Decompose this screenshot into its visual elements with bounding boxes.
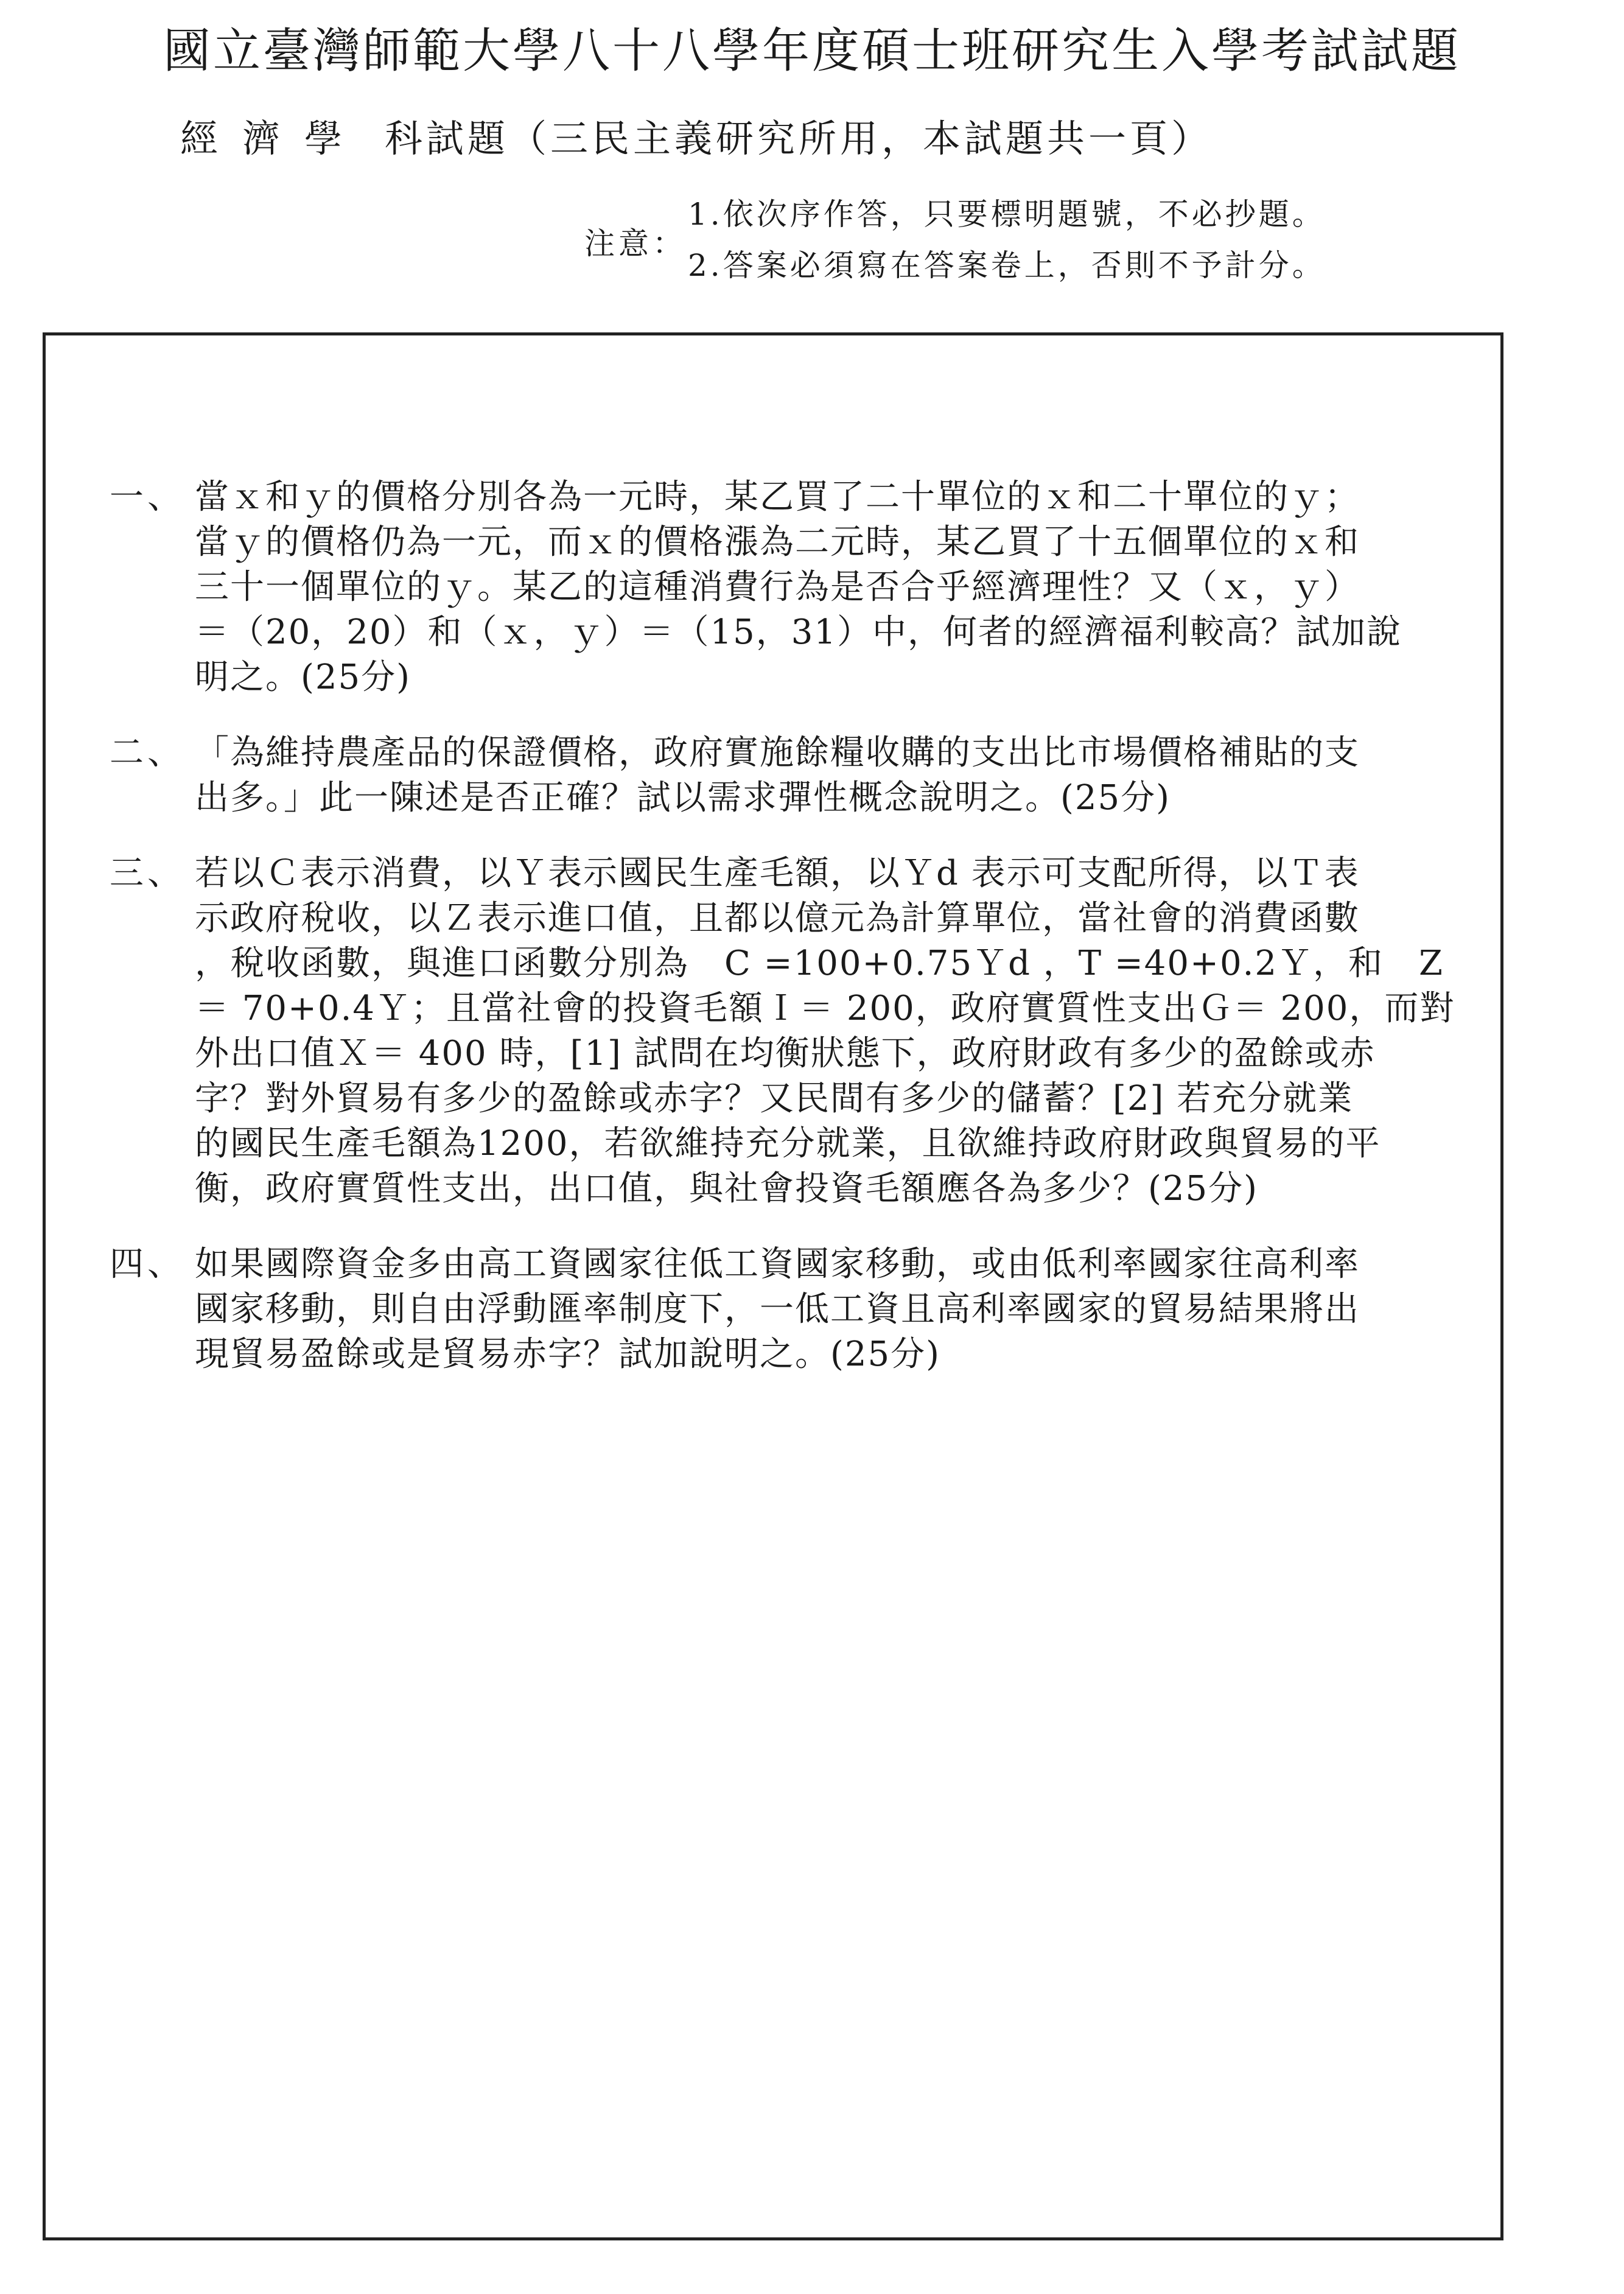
note-item: 2.答案必須寫在答案卷上，否則不予計分。 [688, 248, 1326, 283]
question-line: ＝ 70+0.4Ｙ；且當社會的投資毛額Ｉ＝ 200，政府實質性支出Ｇ＝ 200，而對 [195, 989, 1455, 1028]
question-4 [110, 1242, 1412, 1377]
exam-subtitle [180, 111, 1213, 166]
question-line: 衡，政府實質性支出，出口值，與社會投資毛額應各為多少？(25分) [195, 1169, 1258, 1208]
exam-title: 國立臺灣師範大學八十八學年度碩士班研究生入學考試試題 [163, 24, 1461, 79]
notes-label: 注意： [584, 226, 687, 261]
question-2 [110, 731, 1412, 821]
question-line: 示政府稅收，以Ｚ表示進口值，且都以億元為計算單位，當社會的消費函數 [195, 899, 1360, 938]
question-line: 當ｙ的價格仍為一元，而ｘ的價格漲為二元時，某乙買了十五個單位的ｘ和 [195, 522, 1360, 562]
question-number: 一、 [110, 477, 185, 517]
question-number: 三、 [110, 854, 185, 893]
notes-list [688, 189, 1326, 291]
question-line: 明之。(25分) [195, 658, 411, 697]
question-line: 若以Ｃ表示消費，以Ｙ表示國民生產毛額，以Ｙd 表示可支配所得，以Ｔ表 [195, 854, 1360, 893]
exam-subject-suffix: 科試題（三民主義研究所用，本試題共一頁） [385, 116, 1213, 161]
question-line: 「為維持農產品的保證價格，政府實施餘糧收購的支出比市場價格補貼的支 [195, 733, 1360, 773]
exam-subject: 經濟學 [180, 116, 367, 161]
question-number: 四、 [110, 1244, 185, 1284]
question-line: 國家移動，則自由浮動匯率制度下，一低工資且高利率國家的貿易結果將出 [195, 1289, 1360, 1329]
question-line: 的國民生產毛額為1200，若欲維持充分就業，且欲維持政府財政與貿易的平 [195, 1124, 1381, 1163]
question-line: ＝（20，20）和（ｘ，ｙ）＝（15，31）中，何者的經濟福利較高？試加說 [195, 612, 1402, 652]
question-line: 如果國際資金多由高工資國家往低工資國家移動，或由低利率國家往高利率 [195, 1244, 1360, 1284]
question-list [110, 475, 1455, 1408]
question-line: 三十一個單位的ｙ。某乙的這種消費行為是否合乎經濟理性？又（ｘ，ｙ） [195, 567, 1360, 607]
question-line: 外出口值Ｘ＝ 400 時，[1] 試問在均衡狀態下，政府財政有多少的盈餘或赤 [195, 1034, 1376, 1073]
question-1 [110, 475, 1412, 700]
question-3 [110, 851, 1455, 1212]
question-line: 當ｘ和ｙ的價格分別各為一元時，某乙買了二十單位的ｘ和二十單位的ｙ； [195, 477, 1360, 517]
question-line: 字？對外貿易有多少的盈餘或赤字？又民間有多少的儲蓄？[2] 若充分就業 [195, 1079, 1354, 1118]
question-line: ，稅收函數，與進口函數分別為 C =100+0.75Ｙd ，T =40+0.2Ｙ，和 Z [195, 944, 1444, 983]
question-line: 現貿易盈餘或是貿易赤字？試加說明之。(25分) [195, 1335, 940, 1374]
question-line: 出多。」此一陳述是否正確？試以需求彈性概念說明之。(25分) [195, 778, 1171, 818]
note-item: 1.依次序作答，只要標明題號，不必抄題。 [688, 197, 1326, 232]
question-number: 二、 [110, 733, 185, 773]
